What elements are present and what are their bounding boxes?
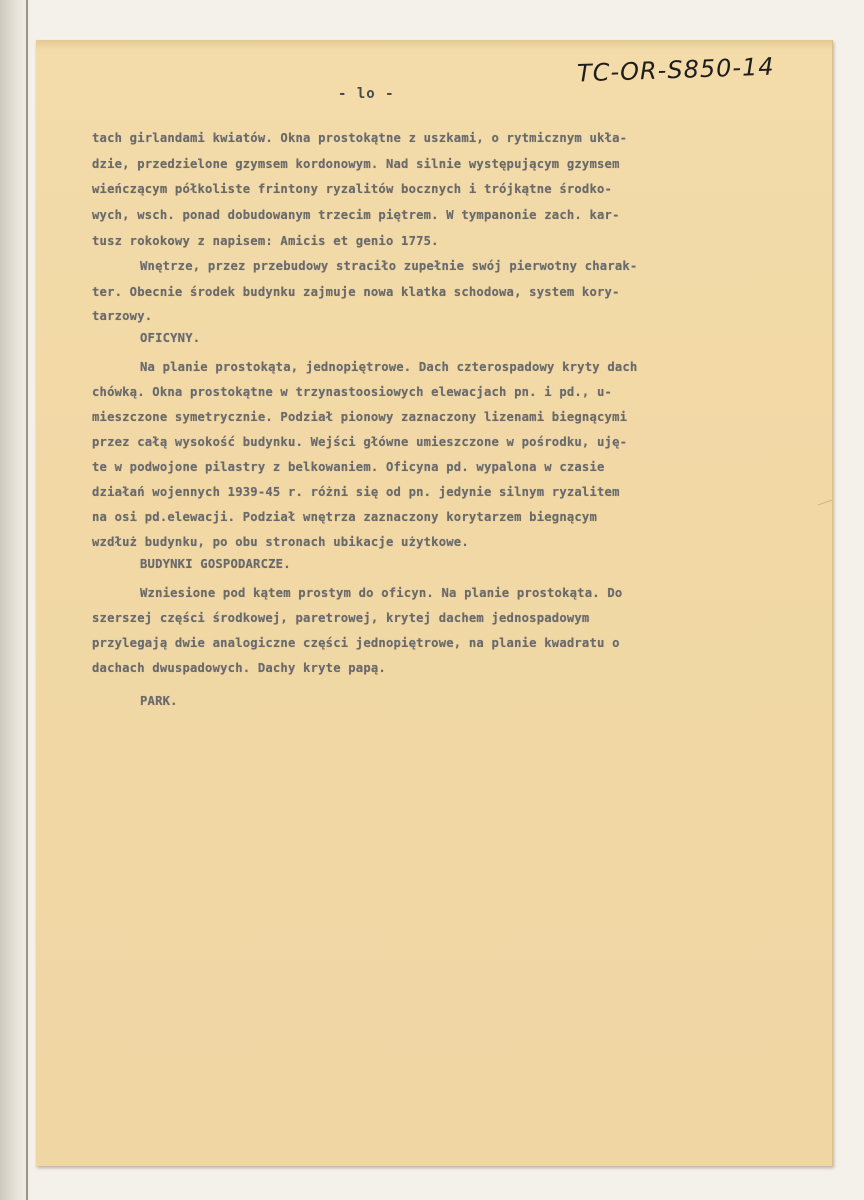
- text-line: dachach dwuspadowych. Dachy kryte papą.: [92, 661, 386, 675]
- text-line: dzie, przedzielone gzymsem kordonowym. Nad silnie występującym gzymsem: [92, 157, 620, 171]
- text-line: Wzniesione pod kątem prostym do oficyn. Na planie prostokąta. Do: [140, 586, 623, 600]
- text-line: tach girlandami kwiatów. Okna prostokątne z uszkami, o rytmicznym ukła-: [92, 131, 628, 145]
- text-line: tusz rokokowy z napisem: Amicis et genio 1775.: [92, 234, 439, 248]
- handwritten-reference-code: TC-OR-S850-14: [576, 52, 775, 88]
- text-line: tarzowy.: [92, 309, 153, 323]
- text-line: wieńczącym półkoliste frintony ryzalitów bocznych i trójkątne środko-: [92, 182, 613, 196]
- text-line: te w podwojone pilastry z belkowaniem. Oficyna pd. wypalona w czasie: [92, 460, 605, 474]
- text-line: Wnętrze, przez przebudowy straciło zupełnie swój pierwotny charak-: [140, 259, 638, 273]
- paper-fold: [818, 499, 832, 513]
- section-heading-oficyny: OFICYNY.: [140, 331, 201, 345]
- text-line: ter. Obecnie środek budynku zajmuje nowa klatka schodowa, system kory-: [92, 285, 620, 299]
- text-line: chówką. Okna prostokątne w trzynastoosiowych elewacjach pn. i pd., u-: [92, 385, 613, 399]
- text-line: działań wojennych 1939-45 r. różni się od pn. jedynie silnym ryzalitem: [92, 485, 620, 499]
- text-line: mieszczone symetrycznie. Podział pionowy zaznaczony lizenami biegnącymi: [92, 410, 628, 424]
- section-heading-park: PARK.: [140, 694, 178, 708]
- text-line: wych, wsch. ponad dobudowanym trzecim piętrem. W tympanonie zach. kar-: [92, 208, 620, 222]
- text-line: na osi pd.elewacji. Podział wnętrza zaznaczony korytarzem biegnącym: [92, 510, 598, 524]
- text-line: przez całą wysokość budynku. Wejści główne umieszczone w pośrodku, uję-: [92, 435, 628, 449]
- text-line: Na planie prostokąta, jednopiętrowe. Dach czterospadowy kryty dach: [140, 360, 638, 374]
- text-line: przylegają dwie analogiczne części jednopiętrowe, na planie kwadratu o: [92, 636, 620, 650]
- scanner-edge: [0, 0, 30, 1200]
- text-line: wzdłuż budynku, po obu stronach ubikacje użytkowe.: [92, 535, 469, 549]
- section-heading-budynki-gospodarcze: BUDYNKI GOSPODARCZE.: [140, 557, 291, 571]
- page-number: - lo -: [338, 86, 395, 102]
- text-line: szerszej części środkowej, paretrowej, krytej dachem jednospadowym: [92, 611, 590, 625]
